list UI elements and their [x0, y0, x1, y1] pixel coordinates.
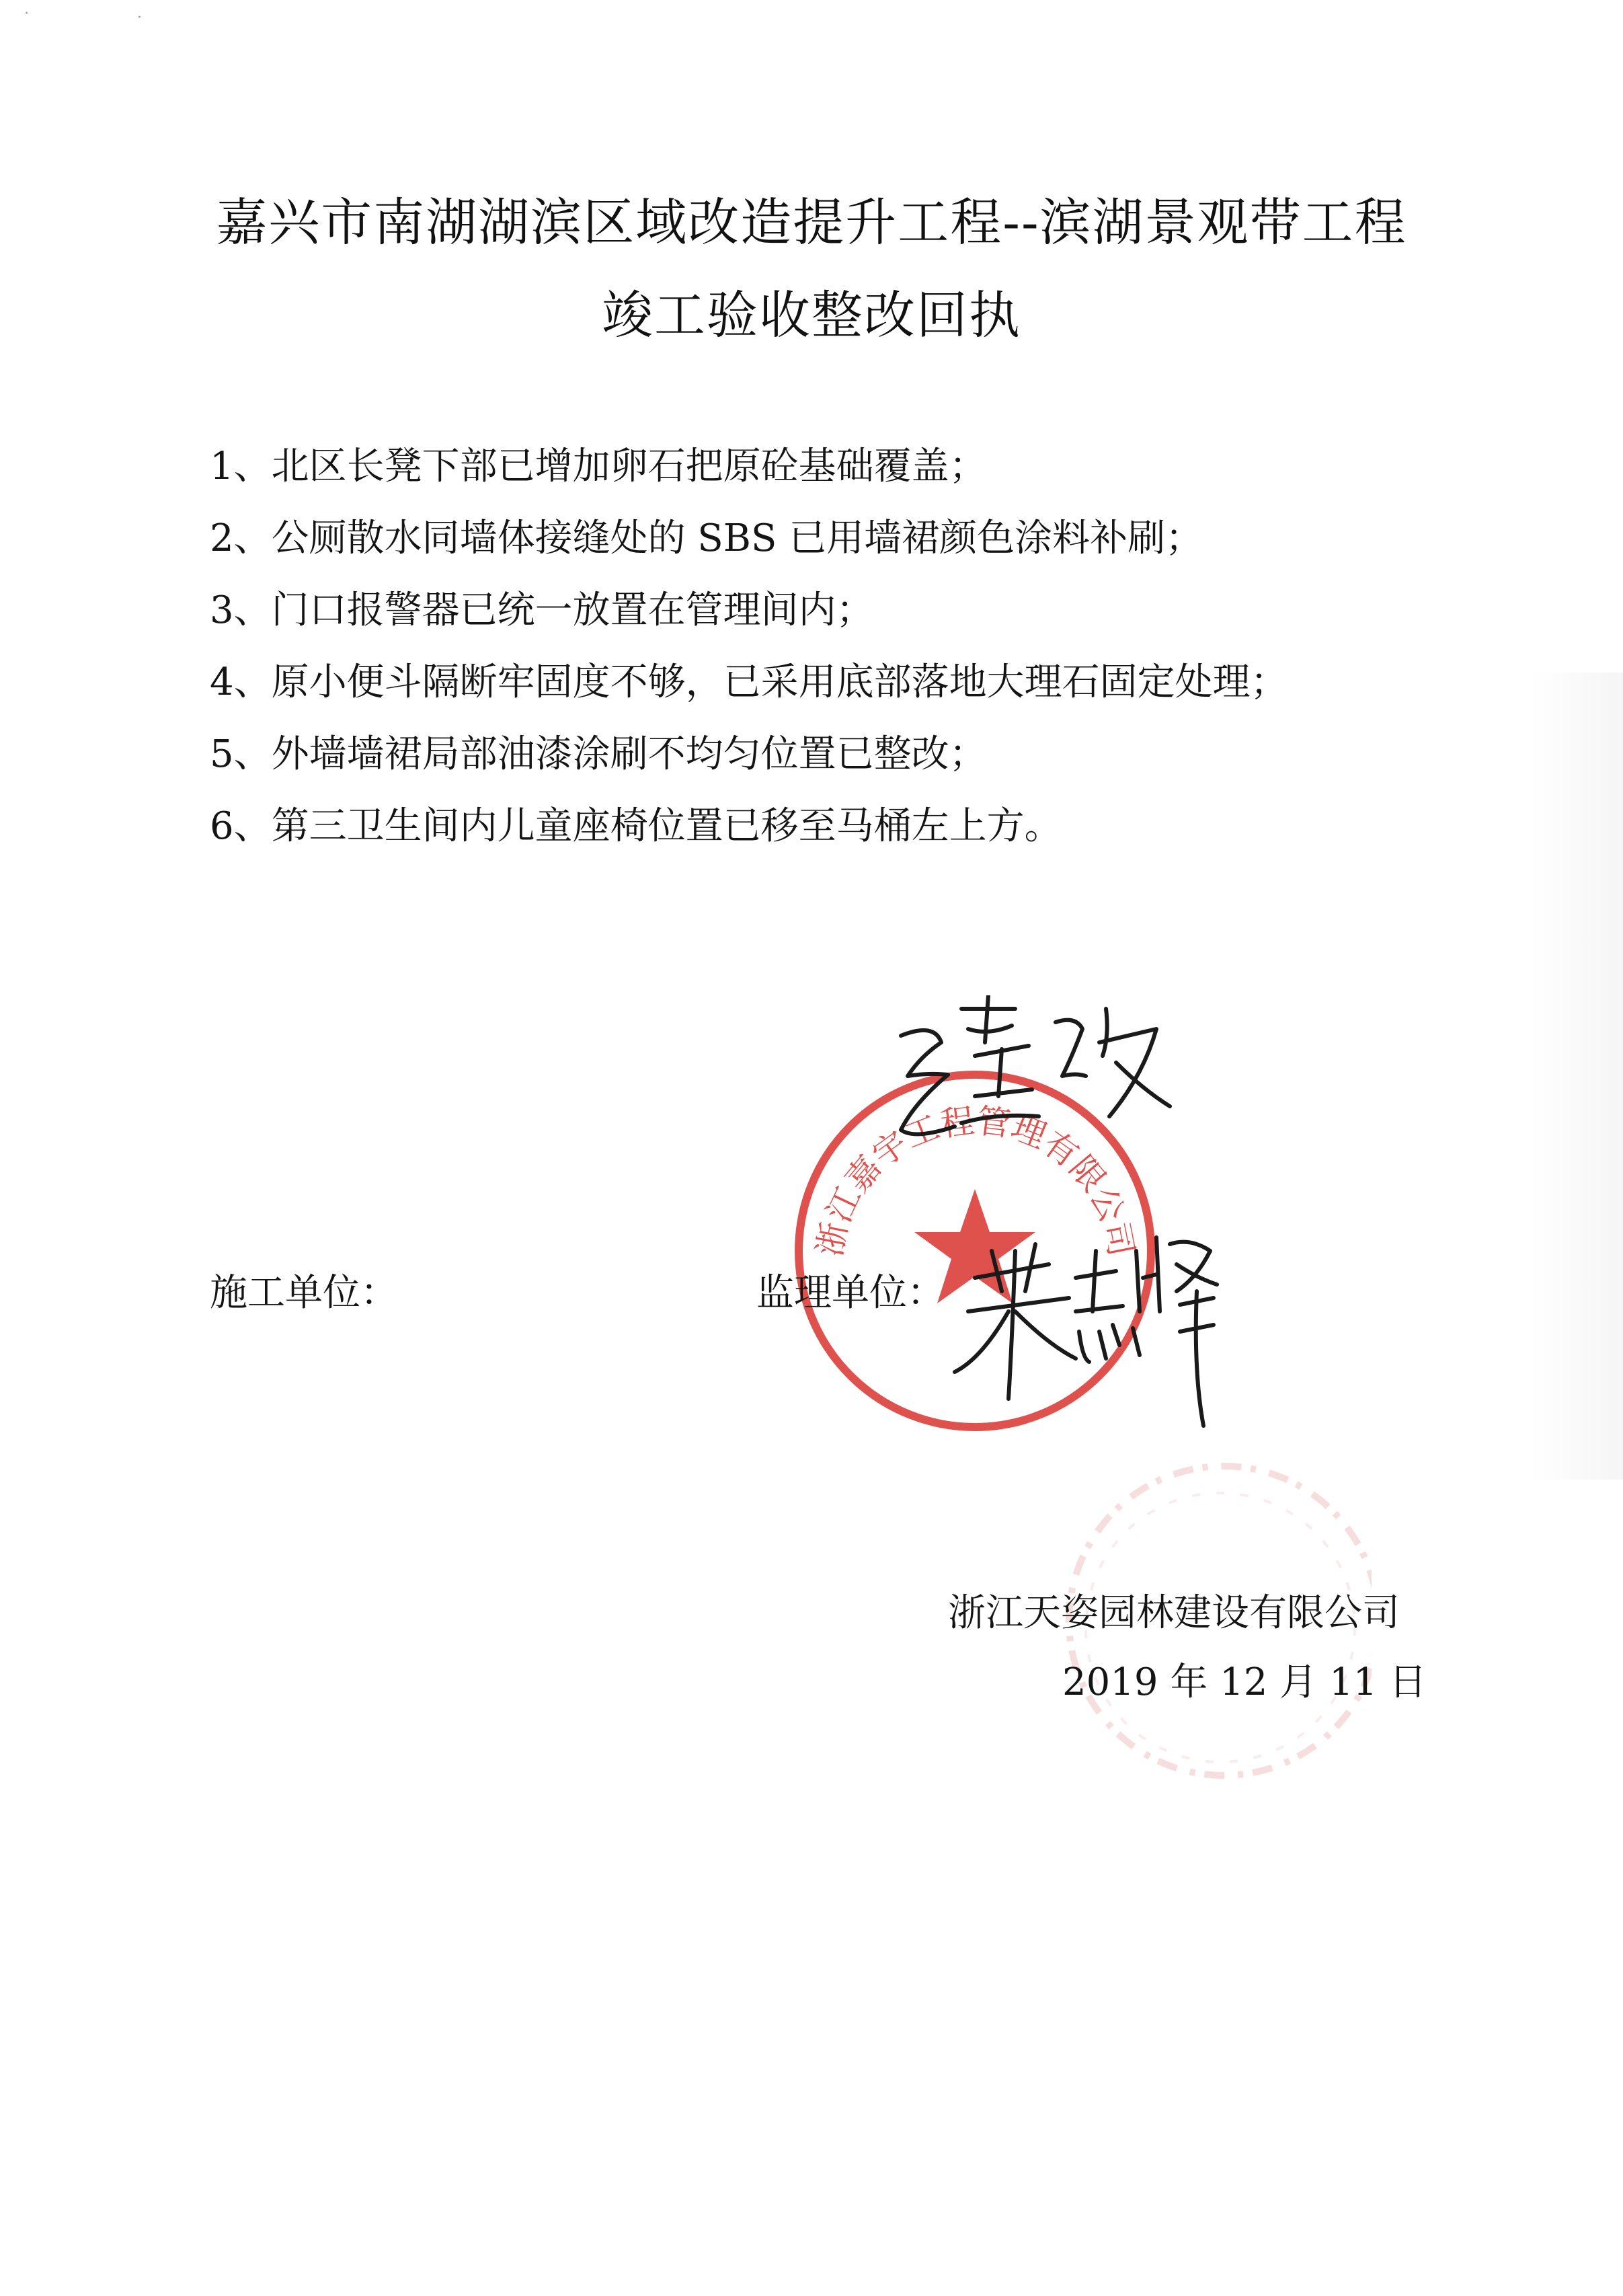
seal-text: 浙江嘉宇工程管理有限公司: [809, 1101, 1142, 1260]
document-title: 嘉兴市南湖湖滨区域改造提升工程--滨湖景观带工程: [216, 192, 1407, 252]
list-item: 5、外墙墙裙局部油漆涂刷不均匀位置已整改；: [210, 732, 987, 776]
document-date: 2019 年 12 月 11 日: [1062, 1660, 1427, 1704]
company-name: 浙江天姿园林建设有限公司: [948, 1591, 1400, 1635]
handwritten-signature: [874, 995, 1224, 1453]
list-item: 4、原小便斗隔断牢固度不够，已采用底部落地大理石固定处理；: [210, 660, 1288, 704]
list-item: 3、门口报警器已统一放置在管理间内；: [210, 588, 874, 632]
construction-unit-label: 施工单位：: [210, 1271, 398, 1315]
list-item: 2、公厕散水同墙体接缝处的 SBS 已用墙裙颜色涂料补刷；: [210, 516, 1203, 560]
document-subtitle: 竣工验收整改回执: [602, 285, 1021, 345]
scan-shadow: [1529, 673, 1623, 1480]
list-item: 1、北区长凳下部已增加卵石把原砼基础覆盖；: [210, 445, 987, 488]
supervision-unit-label: 监理单位：: [756, 1271, 945, 1315]
scan-speck: ·: [24, 5, 29, 22]
list-item: 6、第三卫生间内儿童座椅位置已移至马桶左上方。: [210, 804, 1062, 848]
rectification-list: [210, 430, 1454, 862]
scan-speck: ·: [137, 9, 142, 26]
